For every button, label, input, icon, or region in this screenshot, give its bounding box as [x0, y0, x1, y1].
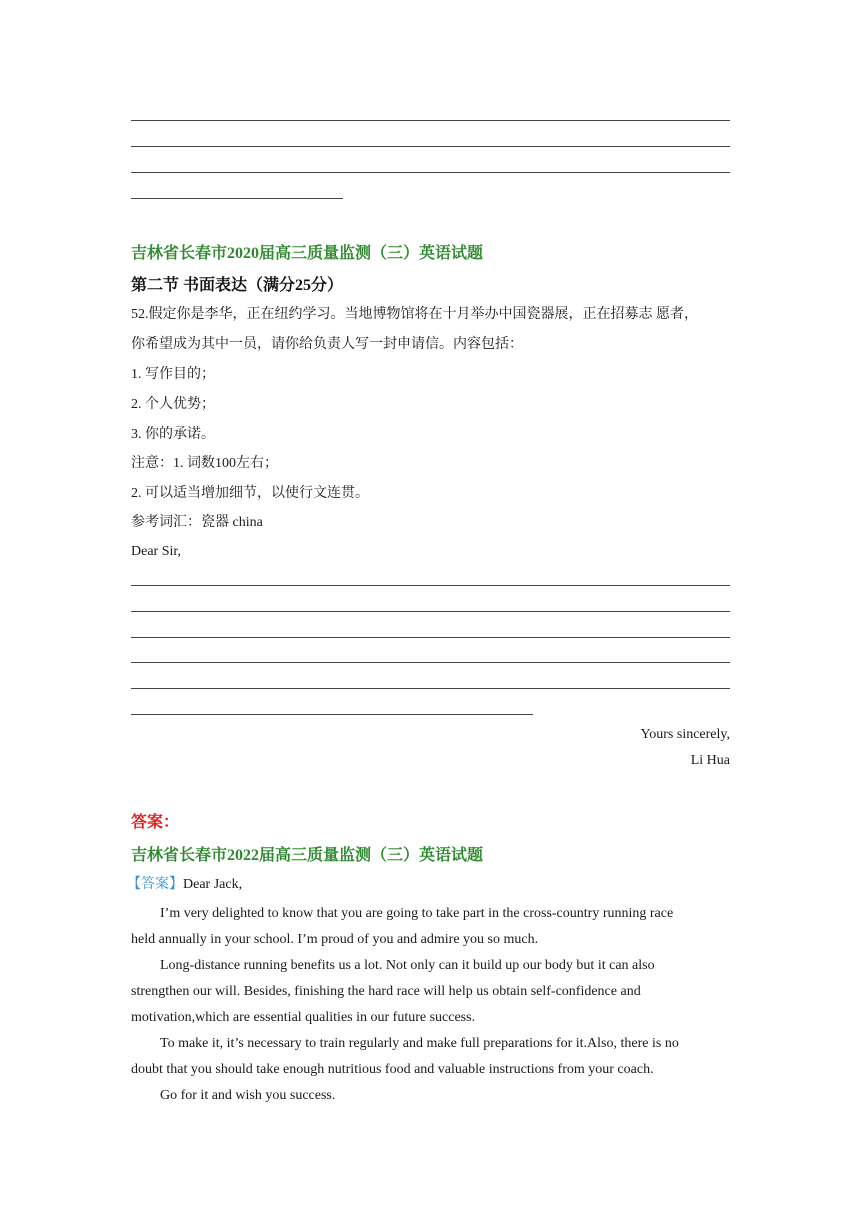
prompt-note: 2. 可以适当增加细节，以使行文连贯。 [131, 486, 369, 501]
prompt-note: 注意：1. 词数100左右； [131, 456, 278, 471]
answer-salutation: Dear Jack, [183, 877, 243, 892]
answer-label: 答案： [131, 814, 180, 831]
answer-paragraph-line: doubt that you should take enough nutritious food and valuable instructions from your coach. [131, 1062, 654, 1077]
writing-line [131, 611, 730, 612]
writing-line [131, 120, 730, 121]
writing-line [131, 146, 730, 147]
answer-paragraph-line: motivation,which are essential qualities in our future success. [131, 1010, 476, 1025]
letter-signature: Li Hua [690, 753, 730, 768]
answer-tag: 【答案】 [127, 877, 183, 892]
prompt-item: 3. 你的承诺。 [131, 427, 215, 442]
prompt-line: 52.假定你是李华，正在纽约学习。当地博物馆将在十月举办中国瓷器展，正在招募志 愿者， [131, 307, 698, 322]
writing-line [131, 714, 533, 715]
answer-paragraph-line: Go for it and wish you success. [160, 1088, 336, 1103]
answer-paragraph-line: Long-distance running benefits us a lot. Not only can it build up our body but it can also [160, 958, 655, 973]
answer-paragraph-line: I’m very delighted to know that you are going to take part in the cross-country running race [160, 906, 674, 921]
answer-title: 吉林省长春市2022届高三质量监测（三）英语试题 [131, 847, 484, 864]
writing-line [131, 662, 730, 663]
letter-salutation: Dear Sir, [131, 544, 181, 559]
prompt-item: 1. 写作目的； [131, 367, 215, 382]
part-heading: 第二节 书面表达（满分25分） [131, 277, 344, 294]
writing-line [131, 688, 730, 689]
prompt-vocab: 参考词汇：瓷器 china [131, 515, 263, 530]
answer-paragraph-line: To make it, it’s necessary to train regularly and make full preparations for it.Also, there is no [160, 1036, 679, 1051]
section-title: 吉林省长春市2020届高三质量监测（三）英语试题 [131, 245, 484, 262]
prompt-line: 你希望成为其中一员，请你给负责人写一封申请信。内容包括： [131, 337, 523, 352]
writing-line [131, 198, 343, 199]
answer-salutation-line [127, 875, 242, 895]
writing-line [131, 172, 730, 173]
prompt-item: 2. 个人优势； [131, 397, 215, 412]
answer-paragraph-line: strengthen our will. Besides, finishing the hard race will help us obtain self-confidence and [131, 984, 641, 999]
writing-line [131, 637, 730, 638]
writing-line [131, 585, 730, 586]
answer-paragraph-line: held annually in your school. I’m proud of you and admire you so much. [131, 932, 539, 947]
letter-closing: Yours sincerely, [640, 727, 730, 742]
